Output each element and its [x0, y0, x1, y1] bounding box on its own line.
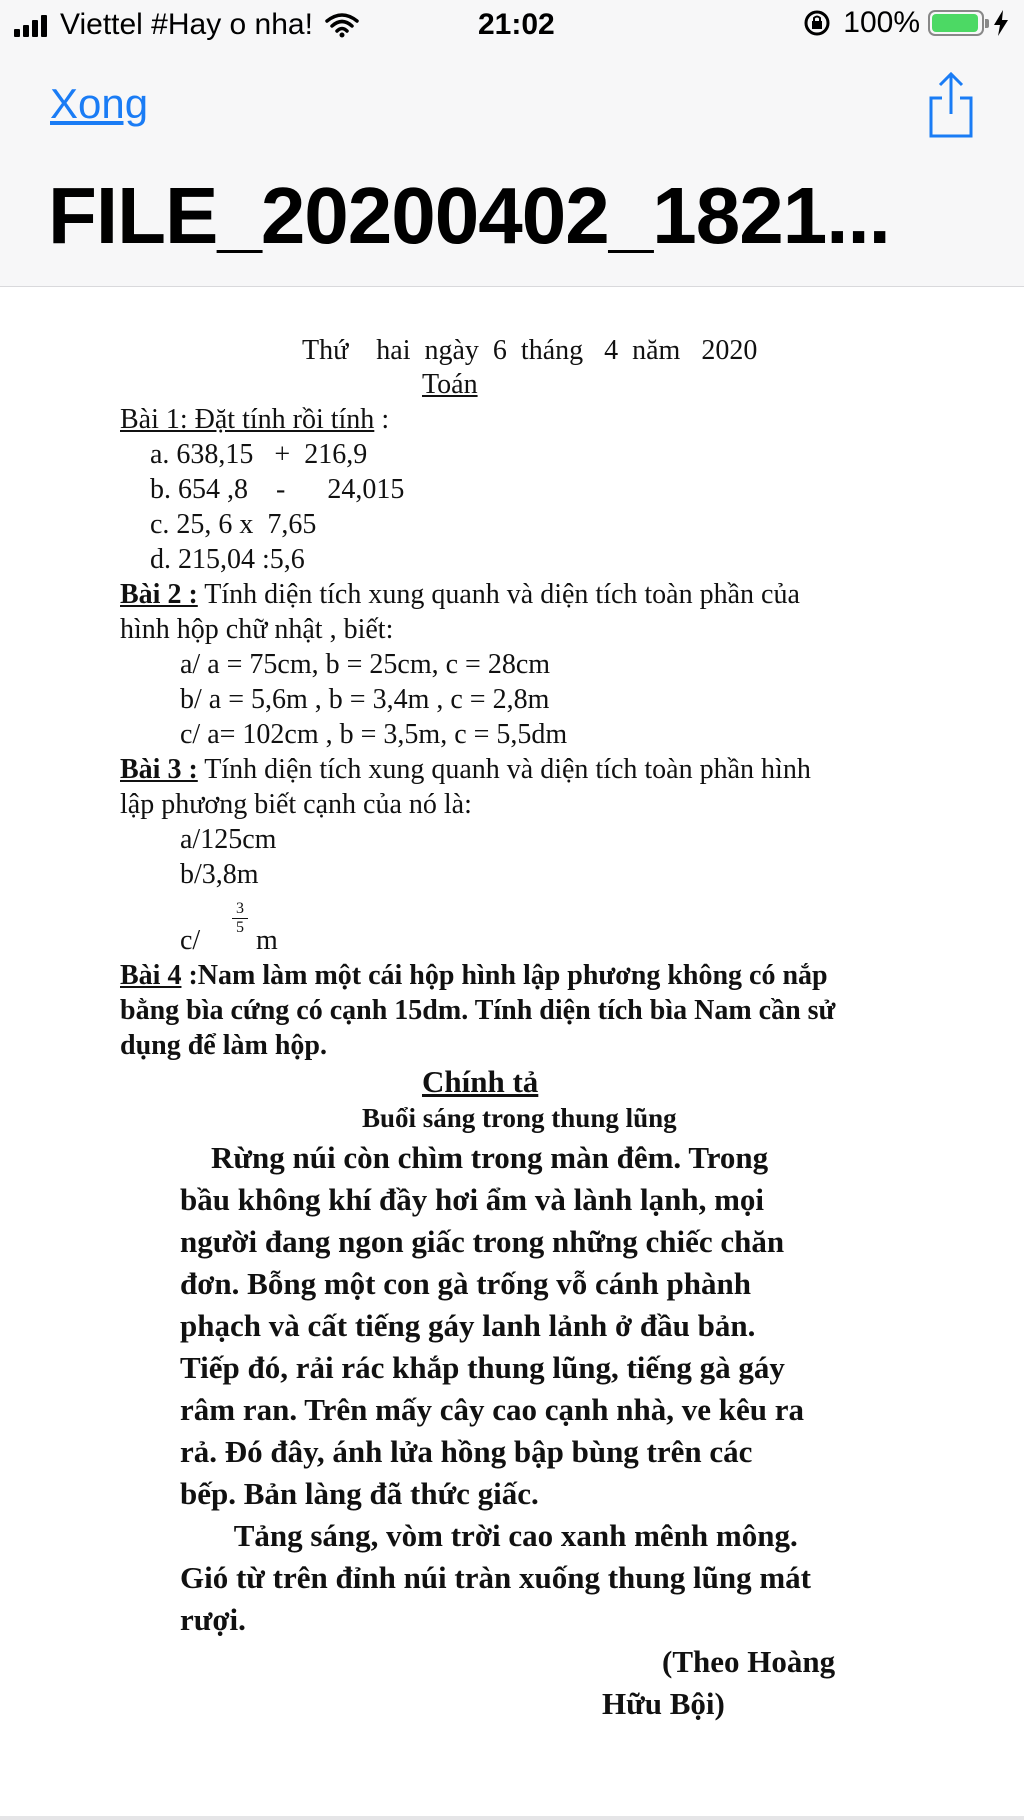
- list-item: a/ a = 75cm, b = 25cm, c = 28cm: [180, 649, 551, 680]
- page-title: FILE_20200402_1821...: [48, 171, 890, 260]
- passage-line: Tảng sáng, vòm trời cao xanh mênh mông.: [180, 1518, 798, 1553]
- bai3-label: Bài 3 :: [120, 754, 198, 785]
- passage-line: bếp. Bản làng đã thức giấc.: [180, 1476, 539, 1511]
- bai2-heading: [120, 579, 800, 611]
- fraction-numerator: 3: [236, 900, 244, 917]
- bai3-text-2: lập phương biết cạnh của nó là:: [120, 789, 472, 820]
- done-button[interactable]: Xong: [50, 80, 149, 127]
- list-item: a. 638,15 + 216,9: [150, 439, 368, 470]
- list-item: b/ a = 5,6m , b = 3,4m , c = 2,8m: [180, 684, 550, 715]
- passage-title: Buổi sáng trong thung lũng: [362, 1103, 677, 1133]
- bai4-heading: [120, 960, 828, 992]
- source-line-1: (Theo Hoàng: [662, 1644, 836, 1679]
- list-item: c/ a= 102cm , b = 3,5m, c = 5,5dm: [180, 719, 568, 750]
- passage-line: Gió từ trên đỉnh núi tràn xuống thung lũng mát: [180, 1560, 812, 1595]
- list-item-c: c/: [180, 925, 201, 956]
- fraction-unit: m: [256, 925, 278, 956]
- bai4-text-3: dụng để làm hộp.: [120, 1030, 327, 1061]
- document-viewer[interactable]: [0, 287, 1024, 1820]
- passage-line: đơn. Bỗng một con gà trống vỗ cánh phành: [180, 1266, 751, 1301]
- list-item: b/3,8m: [180, 859, 259, 890]
- navigation-header: [0, 0, 1024, 287]
- passage-line: Tiếp đó, rải rác khắp thung lũng, tiếng gà gáy: [180, 1350, 785, 1385]
- list-item: d. 215,04 :5,6: [150, 544, 305, 575]
- bai1-heading: [120, 404, 389, 436]
- bai2-label: Bài 2 :: [120, 579, 198, 610]
- passage-line: Rừng núi còn chìm trong màn đêm. Trong: [180, 1140, 769, 1175]
- bai3-heading: [120, 754, 811, 786]
- bai1-title: Bài 1: Đặt tính rồi tính: [120, 404, 375, 435]
- share-icon[interactable]: [926, 70, 976, 140]
- chinh-ta-heading: Chính tả: [422, 1064, 539, 1099]
- list-item: b. 654 ,8 - 24,015: [150, 474, 405, 505]
- fraction-denominator: 5: [236, 919, 244, 936]
- status-bar: [0, 0, 1024, 52]
- passage-line: râm ran. Trên mấy cây cao cạnh nhà, ve kêu ra: [180, 1392, 804, 1427]
- clock: 21:02: [478, 8, 555, 41]
- wifi-icon: [325, 12, 359, 38]
- bai3-text: Tính diện tích xung quanh và diện tích toàn phần hình: [197, 754, 811, 785]
- bai1-colon: :: [374, 404, 390, 435]
- bai2-text-2: hình hộp chữ nhật , biết:: [120, 614, 394, 645]
- source-line-2: Hữu Bội): [602, 1686, 725, 1721]
- passage-line: người đang ngon giấc trong những chiếc chăn: [180, 1224, 785, 1259]
- bai4-label: Bài 4: [120, 960, 182, 991]
- bai2-text: Tính diện tích xung quanh và diện tích toàn phần của: [197, 579, 800, 610]
- charging-icon: [992, 9, 1010, 37]
- subject-heading: Toán: [422, 369, 478, 400]
- list-item: a/125cm: [180, 824, 277, 855]
- date-line: Thứ hai ngày 6 tháng 4 năm 2020: [302, 335, 758, 366]
- signal-icon: [14, 13, 50, 37]
- page-edge: [0, 1816, 1024, 1820]
- bai4-text: :Nam làm một cái hộp hình lập phương không có nắp: [181, 960, 828, 991]
- battery-icon: [928, 10, 984, 36]
- orientation-lock-icon: [803, 9, 831, 37]
- carrier-name: Viettel #Hay o nha!: [60, 8, 313, 41]
- bai4-text-2: bằng bìa cứng có cạnh 15dm. Tính diện tích bìa Nam cần sử: [120, 995, 836, 1026]
- battery-percent: 100%: [843, 6, 920, 39]
- list-item: c. 25, 6 x 7,65: [150, 509, 317, 540]
- passage-line: phạch và cất tiếng gáy lanh lảnh ở đầu bản.: [180, 1308, 756, 1343]
- passage-line: rả. Đó đây, ánh lửa hồng bập bùng trên các: [180, 1434, 753, 1469]
- passage-line: bầu không khí đầy hơi ẩm và lành lạnh, mọi: [180, 1182, 765, 1217]
- fraction: [232, 900, 248, 937]
- passage-line: rượi.: [180, 1602, 246, 1637]
